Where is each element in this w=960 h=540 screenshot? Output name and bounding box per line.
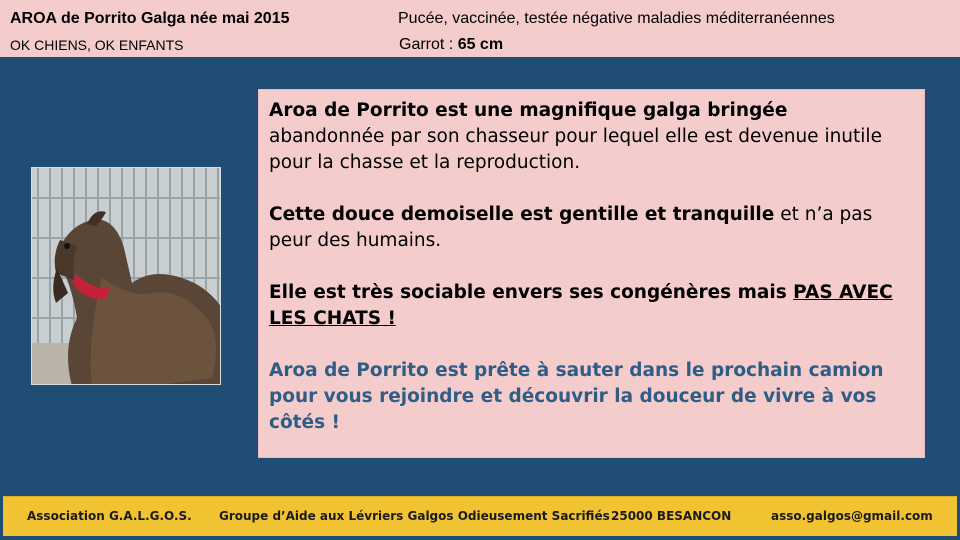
p2-bold: Cette douce demoiselle est gentille et tranquille (269, 204, 775, 225)
garrot-text (399, 36, 503, 54)
garrot-value: 65 cm (457, 36, 504, 53)
no-cats-warning: PAS AVEC LES CHATS ! (269, 282, 893, 329)
p2-rest: et n’a pas peur des humains. (269, 204, 873, 251)
association-full-name: Groupe d’Aide aux Lévriers Galgos Odieusement Sacrifiés (219, 509, 610, 523)
association-name: Association G.A.L.G.O.S. (27, 509, 192, 523)
p1-rest: abandonnée par son chasseur pour lequel elle est devenue inutile pour la chasse et la reproduction. (269, 126, 882, 173)
footer-bar (3, 496, 957, 536)
greyhound-photo-icon (32, 168, 221, 385)
garrot-label: Garrot : (399, 36, 458, 53)
p1-bold: Aroa de Porrito est une magnifique galga bringée (269, 100, 788, 121)
paragraph-4: Aroa de Porrito est prête à sauter dans le prochain camion pour vous rejoindre et découvrir la douceur de vivre à vos côtés ! (269, 360, 884, 433)
association-city: 25000 BESANCON (611, 509, 732, 523)
dog-photo (31, 167, 221, 385)
association-email: asso.galgos@gmail.com (771, 509, 933, 523)
dog-title: AROA de Porrito Galga née mai 2015 (10, 10, 290, 27)
paragraph-2 (269, 202, 914, 254)
paragraph-3 (269, 280, 914, 332)
p3-bold: Elle est très sociable envers ses congénères mais (269, 282, 794, 303)
header-bar (0, 0, 960, 57)
description-card (258, 89, 925, 458)
health-text: Pucée, vaccinée, testée négative maladies méditerranéennes (398, 10, 835, 27)
compat-text: OK CHIENS, OK ENFANTS (10, 37, 184, 53)
paragraph-1 (269, 98, 914, 176)
